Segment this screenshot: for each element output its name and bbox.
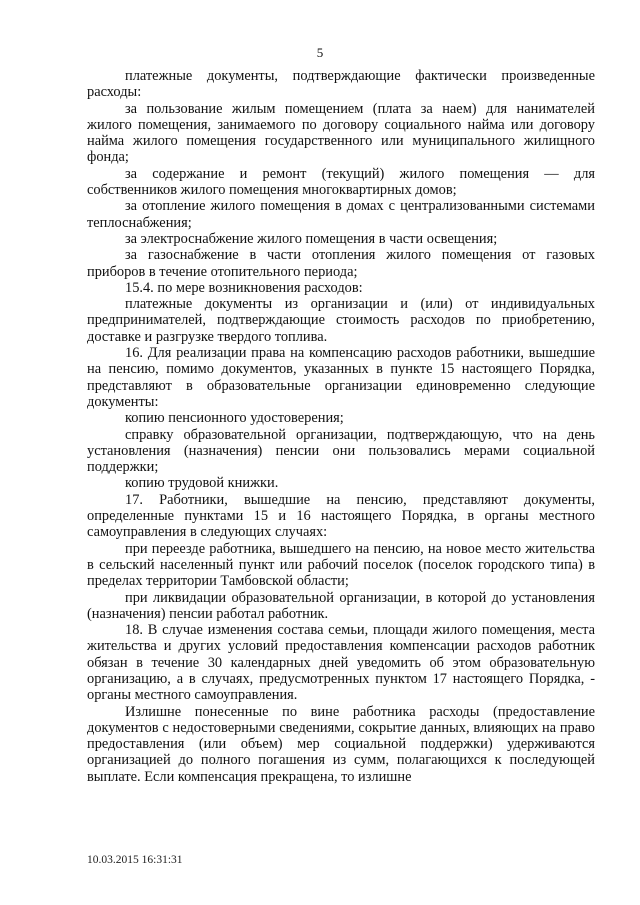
footer-timestamp: 10.03.2015 16:31:31 [87, 854, 183, 866]
paragraph: копию пенсионного удостоверения; [125, 410, 344, 427]
paragraph: за содержание и ремонт (текущий) жилого помещения — для собственников жилого помещения многоквартирных домов; [87, 165, 595, 199]
paragraph: справку образовательной организации, подтверждающую, что на день установления (назначения) пенсии они пользовались мерами социальной поддержки; [87, 426, 595, 476]
paragraph: платежные документы, подтверждающие фактически произведенные расходы: [87, 68, 595, 101]
clause-18: 18. В случае изменения состава семьи, площади жилого помещения, места жительства и других условий предоставления компенсации расходов работник обязан в течение 30 календарных дней уведомить об этом образовательную организацию, а в случаях, предусмотренных пунктом 17 настоящего Порядка, - органы местного самоуправления. [87, 622, 595, 704]
document-body [87, 68, 595, 785]
paragraph: при ликвидации образовательной организации, в которой до установления (назначения) пенсии работал работник. [87, 589, 595, 622]
paragraph: за газоснабжение в части отопления жилого помещения от газовых приборов в течение отопительного периода; [87, 247, 595, 280]
page-number: 5 [316, 45, 324, 60]
clause-16: 16. Для реализации права на компенсацию расходов работники, вышедшие на пенсию, помимо документов, указанных в пункте 15 настоящего Порядка, представляют в образовательные организации единовременно следующие документы: [87, 345, 595, 410]
paragraph: за отопление жилого помещения в домах с централизованными системами теплоснабжения; [87, 198, 595, 231]
paragraph: Излишне понесенные по вине работника расходы (предоставление документов с недостоверными сведениями, сокрытие данных, влияющих на право предоставления (или объем) мер социальной поддержки) удерживаются организацией до полного погашения из сумм, полагающихся к последующей выплате. Если компенсация прекращена, то излишне [87, 703, 595, 785]
paragraph: при переезде работника, вышедшего на пенсию, на новое место жительства в сельский населенный пункт или рабочий поселок (поселок городского типа) в пределах территории Тамбовской области; [87, 540, 595, 590]
clause-17: 17. Работники, вышедшие на пенсию, представляют документы, определенные пунктами 15 и 16 настоящего Порядка, в органы местного самоуправления в следующих случаях: [87, 491, 595, 541]
paragraph: платежные документы из организации и (или) от индивидуальных предпринимателей, подтверждающие стоимость расходов по приобретению, доставке и разгрузке твердого топлива. [87, 296, 595, 345]
paragraph: за пользование жилым помещением (плата за наем) для нанимателей жилого помещения, занимаемого по договору социального найма или договору найма жилого помещения государственного или муниципального жилищного фонда; [87, 100, 595, 166]
paragraph: за электроснабжение жилого помещения в части освещения; [125, 230, 498, 247]
section-heading: 15.4. по мере возникновения расходов: [125, 279, 363, 296]
paragraph: копию трудовой книжки. [125, 475, 279, 492]
